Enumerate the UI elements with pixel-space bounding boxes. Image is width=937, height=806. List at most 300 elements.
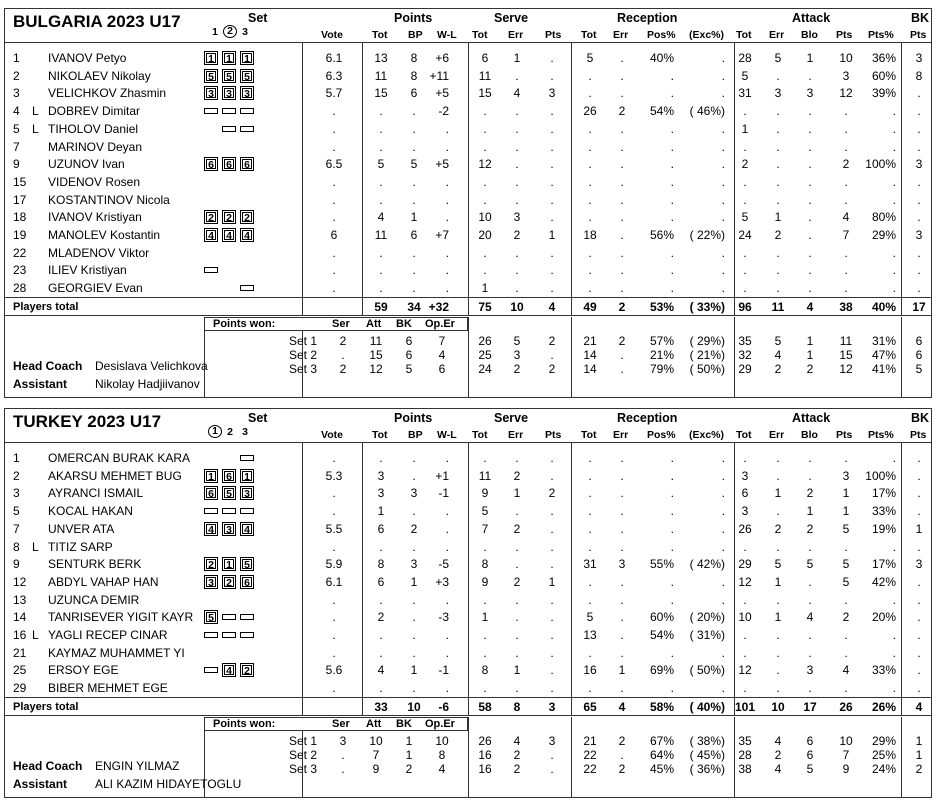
- column-divider: [901, 297, 902, 315]
- stat-p-tot: .: [379, 645, 383, 660]
- stat-s-err: .: [515, 539, 519, 554]
- set-stat-exc: ( 21%): [689, 347, 725, 362]
- set-rotation-box: [222, 575, 236, 589]
- total-a-tot: 96: [738, 299, 752, 314]
- set-stat-s-pts: .: [550, 347, 554, 362]
- stat-a-blo: .: [808, 210, 812, 225]
- stat-bk: .: [917, 121, 921, 136]
- stat-wl: +1: [435, 468, 449, 483]
- stat-a-pct: 17%: [871, 486, 896, 501]
- stat-p-tot: 4: [377, 663, 385, 678]
- set-rotation-value: 4: [224, 230, 234, 240]
- stat-p-tot: .: [379, 139, 383, 154]
- stat-a-err: 5: [774, 51, 782, 65]
- stat-bp: .: [412, 104, 416, 119]
- stat-wl: .: [445, 504, 449, 519]
- points-won-bk: BK: [396, 317, 412, 330]
- stat-s-err: 1: [513, 486, 521, 501]
- stat-wl: +6: [435, 51, 449, 65]
- stat-vote: 6.1: [325, 51, 343, 65]
- stat-s-err: 2: [513, 574, 521, 589]
- set-header: Set: [248, 11, 268, 25]
- set-stat-s-err: 5: [513, 333, 521, 348]
- stat-r-err: .: [620, 139, 624, 154]
- stat-r-tot: .: [588, 281, 592, 296]
- set-stat-exc: ( 36%): [689, 761, 725, 776]
- jersey-number: 2: [13, 468, 20, 483]
- stat-a-err: 2: [774, 521, 782, 536]
- stat-a-err: .: [776, 663, 780, 678]
- jersey-number: 7: [13, 139, 20, 154]
- stat-a-blo: .: [808, 468, 812, 483]
- column-header-pos-pct: Pos%: [647, 429, 676, 441]
- set-stat-a-pct: 47%: [871, 347, 896, 362]
- jersey-number: 16: [13, 628, 27, 642]
- stat-p-tot: .: [379, 104, 383, 119]
- stat-pos: .: [670, 592, 674, 607]
- set-stat-a-pct: 31%: [871, 333, 896, 348]
- stat-wl: +3: [435, 574, 449, 589]
- stat-bk: .: [917, 245, 921, 260]
- player-name: VELICHKOV Zhasmin: [48, 86, 167, 101]
- stat-bk: 3: [915, 228, 923, 242]
- stat-a-err: .: [776, 192, 780, 207]
- points-won-bk: 1: [405, 733, 413, 748]
- total-a-err: 10: [771, 699, 785, 714]
- stat-a-err: .: [776, 468, 780, 483]
- total-bp: 34: [407, 299, 421, 314]
- stat-r-err: .: [620, 681, 624, 696]
- stat-s-pts: 2: [548, 486, 556, 501]
- stat-r-err: .: [620, 121, 624, 136]
- stat-exc: .: [721, 245, 725, 260]
- stat-s-tot: 20: [478, 228, 492, 242]
- stat-a-pct: 19%: [871, 521, 896, 536]
- set-stat-a-pts: 9: [842, 761, 850, 776]
- set-stat-a-blo: 1: [806, 333, 814, 348]
- set-rotation-value: 1: [224, 559, 234, 569]
- stat-a-blo: .: [808, 539, 812, 554]
- stat-wl: -1: [438, 663, 449, 678]
- stat-bk: 3: [915, 51, 923, 65]
- stat-vote: .: [332, 245, 336, 260]
- set-stat-bk: 1: [915, 747, 923, 762]
- total-p-tot: 33: [374, 699, 388, 714]
- set-stat-exc: ( 29%): [689, 333, 725, 348]
- column-header-pos-pct: Pos%: [647, 29, 676, 41]
- stat-vote: 5.5: [325, 521, 343, 536]
- stat-a-err: .: [776, 504, 780, 519]
- stat-a-tot: 28: [738, 51, 752, 65]
- stat-a-pts: .: [844, 539, 848, 554]
- stat-pos: .: [670, 157, 674, 172]
- stat-s-err: 1: [513, 663, 521, 678]
- jersey-number: 1: [13, 51, 20, 65]
- stat-s-tot: .: [483, 174, 487, 189]
- set-stat-bk: 6: [915, 347, 923, 362]
- stat-s-tot: .: [483, 263, 487, 278]
- set-stat-pos: 57%: [649, 333, 674, 348]
- points-won-op: 6: [438, 361, 446, 376]
- points-header: Points: [394, 411, 433, 425]
- total-a-err: 11: [771, 299, 785, 314]
- stat-bp: .: [412, 504, 416, 519]
- set-substitute-mark: [204, 667, 218, 673]
- set-stat-a-blo: 6: [806, 747, 814, 762]
- set-stat-a-err: 2: [774, 361, 782, 376]
- stat-s-pts: 1: [548, 574, 556, 589]
- stat-bk: .: [917, 281, 921, 296]
- column-divider: [734, 297, 735, 315]
- set-stat-r-tot: 14: [583, 361, 597, 376]
- stat-exc: .: [721, 681, 725, 696]
- set-rotation-box: [222, 557, 236, 571]
- stat-bk: .: [917, 86, 921, 101]
- stat-bp: .: [412, 468, 416, 483]
- stat-p-tot: 11: [374, 228, 388, 242]
- stat-exc: .: [721, 210, 725, 225]
- set-stat-s-tot: 26: [478, 733, 492, 748]
- stat-p-tot: .: [379, 281, 383, 296]
- column-header-err: Err: [613, 29, 629, 41]
- stat-r-tot: 5: [586, 610, 594, 625]
- stat-a-pts: 2: [842, 610, 850, 625]
- set-substitute-mark: [240, 126, 254, 132]
- libero-marker: L: [32, 628, 39, 642]
- points-won-op-er: Op.Er: [425, 317, 455, 330]
- points-won-att: 15: [369, 347, 383, 362]
- stat-a-pct: 29%: [871, 228, 896, 242]
- set-stat-a-pct: 29%: [871, 733, 896, 748]
- stat-a-err: .: [776, 281, 780, 296]
- stat-a-pts: 1: [842, 504, 850, 519]
- stat-s-err: 2: [513, 228, 521, 242]
- stat-r-tot: .: [588, 174, 592, 189]
- stat-bp: .: [412, 281, 416, 296]
- stat-p-tot: .: [379, 121, 383, 136]
- set-rotation-value: 6: [206, 488, 216, 498]
- stat-a-tot: .: [743, 104, 747, 119]
- stat-vote: .: [332, 610, 336, 625]
- points-won-op-er: Op.Er: [425, 717, 455, 730]
- set-stat-a-pts: 7: [842, 747, 850, 762]
- stat-pos: .: [670, 468, 674, 483]
- jersey-number: 3: [13, 86, 20, 101]
- stat-exc: .: [721, 68, 725, 83]
- stat-r-tot: .: [588, 245, 592, 260]
- set-stat-a-pts: 10: [839, 733, 853, 748]
- player-name: AYRANCI ISMAIL: [48, 486, 144, 501]
- stat-wl: .: [445, 245, 449, 260]
- stat-vote: .: [332, 539, 336, 554]
- set-substitute-mark: [240, 632, 254, 638]
- stat-pos: 40%: [649, 51, 674, 65]
- stat-p-tot: .: [379, 592, 383, 607]
- set-rotation-value: 3: [242, 488, 252, 498]
- column-header-tot: Tot: [472, 429, 488, 441]
- set-substitute-mark: [222, 614, 236, 620]
- player-name: ABDYL VAHAP HAN: [48, 574, 159, 589]
- stat-a-blo: .: [808, 192, 812, 207]
- player-row: [5, 155, 931, 173]
- stat-r-err: .: [620, 468, 624, 483]
- set-rotation-value: 2: [206, 559, 216, 569]
- stat-bk: .: [917, 468, 921, 483]
- stat-s-tot: 15: [478, 86, 492, 101]
- set-rotation-box: [204, 210, 218, 224]
- set-stat-s-err: 4: [513, 733, 521, 748]
- total-exc: ( 33%): [689, 299, 725, 314]
- set-rotation-value: 3: [206, 577, 216, 587]
- stat-s-err: 4: [513, 86, 521, 101]
- set-stat-r-tot: 22: [583, 747, 597, 762]
- stat-pos: .: [670, 681, 674, 696]
- stat-r-err: 2: [618, 104, 626, 119]
- stat-p-tot: .: [379, 263, 383, 278]
- stat-r-err: .: [620, 451, 624, 465]
- stat-bk: .: [917, 139, 921, 154]
- points-won-ser: 2: [339, 361, 347, 376]
- player-name: UNVER ATA: [48, 521, 115, 536]
- stat-a-pct: .: [892, 628, 896, 642]
- stat-s-err: .: [515, 645, 519, 660]
- stat-a-err: 1: [774, 210, 782, 225]
- set-substitute-mark: [204, 108, 218, 114]
- stat-vote: .: [332, 281, 336, 296]
- stat-s-tot: 8: [481, 557, 489, 572]
- stat-bk: .: [917, 592, 921, 607]
- stat-vote: .: [332, 263, 336, 278]
- set-substitute-mark: [240, 455, 254, 461]
- set-stat-a-tot: 32: [738, 347, 752, 362]
- stat-r-tot: .: [588, 574, 592, 589]
- set-rotation-value: 1: [242, 53, 252, 63]
- stat-wl: .: [445, 192, 449, 207]
- stat-wl: .: [445, 645, 449, 660]
- stat-a-blo: .: [808, 681, 812, 696]
- jersey-number: 17: [13, 192, 27, 207]
- player-row: [5, 49, 931, 67]
- stat-r-tot: .: [588, 645, 592, 660]
- stat-a-blo: .: [808, 574, 812, 589]
- stat-bp: .: [412, 451, 416, 465]
- stat-s-pts: .: [550, 504, 554, 519]
- set-stat-a-blo: 2: [806, 361, 814, 376]
- stat-a-err: 1: [774, 610, 782, 625]
- set-rotation-value: 4: [242, 524, 252, 534]
- stat-a-pts: .: [844, 104, 848, 119]
- player-row: [5, 120, 931, 138]
- stat-a-pct: .: [892, 681, 896, 696]
- stat-s-tot: .: [483, 245, 487, 260]
- player-name: TANRISEVER YIGIT KAYR: [48, 610, 194, 625]
- stat-a-pts: 5: [842, 521, 850, 536]
- stat-p-tot: 1: [377, 504, 385, 519]
- serve-header: Serve: [494, 11, 529, 25]
- points-won-ser: Ser: [332, 317, 350, 330]
- stat-r-tot: .: [588, 192, 592, 207]
- set-label: Set 3: [288, 361, 317, 376]
- column-header-bp: BP: [408, 429, 423, 441]
- head-coach-name: ENGIN YILMAZ: [95, 758, 180, 773]
- serve-header: Serve: [494, 411, 529, 425]
- attack-header: Attack: [792, 11, 831, 25]
- stat-a-tot: 3: [741, 504, 749, 519]
- column-header-pts: Pts: [910, 29, 927, 41]
- column-header-exc-pct: (Exc%): [689, 429, 725, 441]
- stat-r-err: .: [620, 210, 624, 225]
- stat-a-err: .: [776, 539, 780, 554]
- stat-s-err: 2: [513, 468, 521, 483]
- stat-s-pts: .: [550, 557, 554, 572]
- stat-bp: 8: [410, 51, 418, 65]
- stat-a-tot: .: [743, 628, 747, 642]
- column-header-vote: Vote: [321, 429, 343, 441]
- stat-exc: .: [721, 592, 725, 607]
- stat-a-pct: .: [892, 104, 896, 119]
- stat-a-err: .: [776, 68, 780, 83]
- jersey-number: 8: [13, 539, 20, 554]
- jersey-number: 28: [13, 281, 27, 296]
- set-stat-a-blo: 5: [806, 761, 814, 776]
- points-won-label: Points won:: [213, 717, 276, 730]
- total-bk: 17: [912, 299, 926, 314]
- stat-s-tot: .: [483, 645, 487, 660]
- total-a-tot: 101: [734, 699, 756, 714]
- jersey-number: 29: [13, 681, 27, 696]
- stat-a-err: 5: [774, 557, 782, 572]
- stat-a-tot: 1: [741, 121, 749, 136]
- stat-bp: 6: [410, 228, 418, 242]
- stat-s-tot: .: [483, 451, 487, 465]
- set-rotation-value: 1: [206, 53, 216, 63]
- set-rotation-box: [204, 522, 218, 536]
- player-name: NIKOLAEV Nikolay: [48, 68, 151, 83]
- stat-r-tot: 13: [583, 628, 597, 642]
- points-won-ser: 3: [339, 733, 347, 748]
- player-row: [5, 208, 931, 226]
- stat-r-err: .: [620, 610, 624, 625]
- stat-s-err: .: [515, 281, 519, 296]
- stat-p-tot: 11: [374, 68, 388, 83]
- stat-s-tot: 10: [478, 210, 492, 225]
- set-stat-s-pts: .: [550, 761, 554, 776]
- set-rotation-box: [204, 228, 218, 242]
- stat-a-blo: 1: [806, 51, 814, 65]
- stat-a-err: .: [776, 263, 780, 278]
- stat-pos: .: [670, 68, 674, 83]
- stat-pos: .: [670, 281, 674, 296]
- total-bp: 10: [407, 699, 421, 714]
- stat-a-pct: 42%: [871, 574, 896, 589]
- total-a-blo: 17: [803, 699, 817, 714]
- stat-wl: .: [445, 628, 449, 642]
- stat-p-tot: 15: [374, 86, 388, 101]
- player-name: MANOLEV Kostantin: [48, 228, 161, 242]
- column-header-tot: Tot: [581, 29, 597, 41]
- player-row: [5, 261, 931, 279]
- stat-a-err: 1: [774, 574, 782, 589]
- player-row: [5, 226, 931, 244]
- stat-bk: 3: [915, 157, 923, 172]
- stat-wl: .: [445, 210, 449, 225]
- stat-a-blo: .: [808, 228, 812, 242]
- stat-a-tot: .: [743, 174, 747, 189]
- stat-pos: .: [670, 539, 674, 554]
- player-name: YAGLI RECEP CINAR: [48, 628, 168, 642]
- set-rotation-box: [222, 51, 236, 65]
- stat-a-pts: 5: [842, 574, 850, 589]
- stat-r-err: .: [620, 174, 624, 189]
- stat-wl: .: [445, 451, 449, 465]
- stat-s-tot: 6: [481, 51, 489, 65]
- stat-s-pts: .: [550, 157, 554, 172]
- stat-pos: .: [670, 504, 674, 519]
- set-rotation-box: [222, 210, 236, 224]
- stat-r-err: .: [620, 245, 624, 260]
- stat-exc: .: [721, 281, 725, 296]
- stat-bk: 1: [915, 521, 923, 536]
- set-stat-r-tot: 21: [583, 733, 597, 748]
- set-rotation-box: [240, 69, 254, 83]
- stat-a-pts: 3: [842, 68, 850, 83]
- stat-bk: .: [917, 663, 921, 678]
- stat-exc: .: [721, 574, 725, 589]
- points-header: Points: [394, 11, 433, 25]
- total-a-pts: 38: [839, 299, 853, 314]
- stat-pos: 54%: [649, 628, 674, 642]
- set-rotation-value: 2: [224, 212, 234, 222]
- stat-wl: .: [445, 263, 449, 278]
- stat-s-pts: .: [550, 628, 554, 642]
- total-bk: 4: [915, 699, 923, 714]
- stat-a-pct: 39%: [871, 86, 896, 101]
- stat-a-tot: .: [743, 281, 747, 296]
- player-row: [5, 644, 931, 662]
- set-rotation-value: 2: [242, 665, 252, 675]
- set-rotation-value: 6: [206, 159, 216, 169]
- players-total-label: Players total: [13, 300, 79, 313]
- jersey-number: 23: [13, 263, 27, 278]
- set-stat-a-pts: 12: [839, 361, 853, 376]
- set-rotation-value: 4: [224, 665, 234, 675]
- player-row: [5, 467, 931, 485]
- stat-a-tot: .: [743, 451, 747, 465]
- column-header-vote: Vote: [321, 29, 343, 41]
- set-breakdown-row: [5, 332, 931, 346]
- stat-a-pts: .: [844, 121, 848, 136]
- stat-bk: .: [917, 574, 921, 589]
- stat-a-pts: .: [844, 628, 848, 642]
- stat-pos: 60%: [649, 610, 674, 625]
- stat-a-blo: .: [808, 281, 812, 296]
- column-header-pts: Pts: [836, 29, 853, 41]
- stat-a-tot: .: [743, 245, 747, 260]
- points-won-label: Points won:: [213, 317, 276, 330]
- stat-a-pts: .: [844, 681, 848, 696]
- points-won-att: 7: [372, 747, 380, 762]
- stat-p-tot: 2: [377, 610, 385, 625]
- player-row: [5, 573, 931, 591]
- points-won-op: 7: [438, 333, 446, 348]
- player-name: ERSOY EGE: [48, 663, 119, 678]
- stat-s-pts: .: [550, 139, 554, 154]
- points-won-ser: Ser: [332, 717, 350, 730]
- jersey-number: 4: [13, 104, 20, 119]
- set-stat-s-pts: .: [550, 747, 554, 762]
- libero-marker: L: [32, 539, 39, 554]
- jersey-number: 9: [13, 557, 20, 572]
